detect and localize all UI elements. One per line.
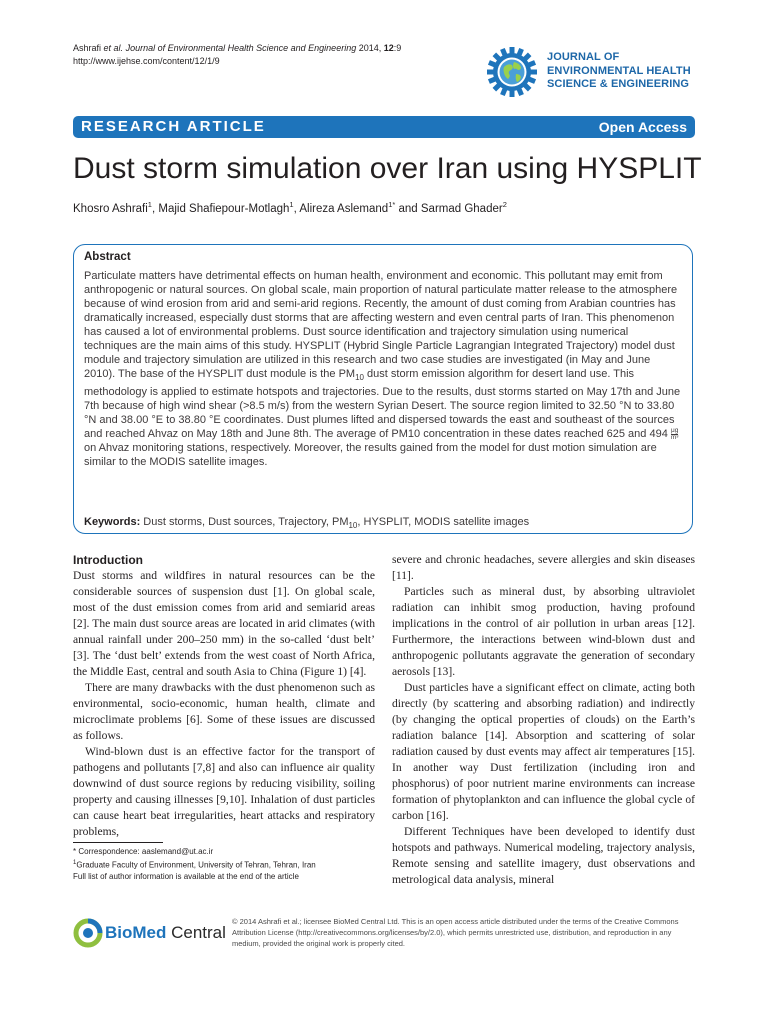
gear-globe-icon (485, 45, 539, 99)
gear-tooth (510, 90, 515, 97)
body-paragraph: Dust particles have a significant effect on climate, acting both directly (by scattering and absorbing radiation) and indirectly (by changing the optical properties of clouds) on the Earth’s radiation balance [14]. Absorption and scattering of solar radiation caused by dust events may affect air temperatures [15]. In another way Dust fertilization (including iron and phosphorus) of poor nutrient marine environments can increase formation of phytoplankton and can influence the global cycle of carbon [16]. (392, 681, 695, 822)
citation-journal: Journal of Environmental Health Science and Engineering (125, 43, 357, 53)
correspondence-note: * Correspondence: aaslemand@ut.ac.ir (73, 847, 214, 856)
pm-subscript: 10 (355, 373, 364, 383)
biomed-wordmark (105, 923, 226, 943)
article-type-label: RESEARCH ARTICLE (81, 118, 266, 135)
citation-volume: 12 (383, 43, 394, 53)
body-paragraph: severe and chronic headaches, severe allergies and skin diseases [11]. (392, 553, 695, 582)
unit-denominator: m³ (670, 433, 679, 441)
abstract-text-part: on Ahvaz monitoring stations, respectively. Moreover, the results gained from the model for dust motion simulation are similar to the MODIS satellite images. (84, 442, 657, 469)
citation-etal: et al. (103, 43, 124, 53)
author-affiliation-sup: 1* (388, 200, 396, 209)
affiliation-note (73, 858, 383, 871)
citation-line (73, 42, 493, 55)
author-name: Sarmad Ghader (420, 202, 503, 215)
author-separator: , (293, 202, 300, 215)
section-heading-introduction: Introduction (73, 553, 143, 567)
journal-name-line: SCIENCE & ENGINEERING (547, 78, 690, 90)
unit-numerator: μg (671, 426, 679, 434)
biomed-swoosh-icon (73, 918, 103, 948)
gear-tooth (487, 70, 494, 75)
body-column-left (73, 552, 375, 840)
body-column-right (392, 552, 695, 888)
keywords-text: , HYSPLIT, MODIS satellite images (357, 516, 530, 528)
affiliation-sup: 1 (73, 859, 77, 866)
body-paragraph: Wind-blown dust is an effective factor for the transport of pathogens and pollutants [7,8] and also can influence air quality downwind of dust source regions by reducing visibility, soiling property and causing illnesses [9,10]. Inhalation of dust particles can cause heart beat irregularities, heart attacks and respiratory problems, (73, 745, 375, 838)
body-paragraph: Dust storms and wildfires in natural resources can be the considerable sources of suspension dust [1]. On global scale, most of the dust emission comes from arid and semiarid areas [2]. The main dust source areas are located in arid climates (with annual rainfall under 200–250 mm) in the so-called ‘dust belt’ [3]. The ‘dust belt’ extends from the west coast of North Africa, the Middle East, central and south Asia to China (Figure 1) [4]. (73, 569, 375, 678)
abstract-text (84, 269, 684, 469)
copyright-notice: © 2014 Ashrafi et al.; licensee BioMed Central Ltd. This is an open access article distributed under the terms of the Creative Commons Attribution License (http://creativecommons.org/licenses/by/2.0), which permits unrestricted use, distribution, and reproduction in any medium, provided the original work is properly cited. (232, 917, 679, 948)
journal-name-line: ENVIRONMENTAL HEALTH (547, 64, 691, 77)
journal-name (547, 51, 691, 92)
keywords-text: Dust storms, Dust sources, Trajectory, PM (140, 516, 349, 528)
author-separator: and (395, 202, 421, 215)
body-paragraph: There are many drawbacks with the dust phenomenon such as environmental, socio-economic, human health, climate and microclimate problems [6]. Some of these issues are discussed as follows. (73, 681, 375, 742)
author-separator: , (151, 202, 159, 215)
body-paragraph: Particles such as mineral dust, by absorbing ultraviolet radiation can inhibit smog production, having profound implications in the control of air pollution in urban areas [12]. Furthermore, the interactions between wind-blown dust and anthropogenic pollutants aggravate the generation of secondary aerosols [13]. (392, 585, 695, 678)
author-affiliation-sup: 2 (502, 200, 507, 209)
author-affiliation-sup: 1 (147, 200, 152, 209)
open-access-label: Open Access (598, 119, 687, 135)
keywords (84, 515, 684, 533)
author-info-note: Full list of author information is available at the end of the article (73, 871, 299, 881)
footnote-divider (73, 842, 163, 843)
author-list (73, 197, 507, 217)
citation-header (73, 42, 493, 68)
author-name: Majid Shafiepour-Motlagh (158, 202, 290, 215)
journal-logo (485, 45, 715, 103)
author-name: Alireza Aslemand (299, 202, 389, 215)
affiliation-text: Graduate Faculty of Environment, University of Tehran, Tehran, Iran (76, 860, 316, 870)
biomed-wordmark-bold: BioMed (105, 923, 167, 942)
author-affiliation-sup: 1 (289, 200, 294, 209)
keywords-label: Keywords: (84, 516, 141, 528)
biomed-central-logo (73, 916, 226, 950)
gear-tooth (530, 70, 537, 75)
footnotes (73, 846, 383, 882)
journal-name-line: JOURNAL OF (547, 51, 620, 63)
author-name: Khosro Ashrafi (73, 202, 148, 215)
abstract-heading: Abstract (84, 251, 131, 263)
concentration-unit (671, 428, 679, 441)
pm-subscript: 10 (348, 521, 358, 531)
abstract-text-part: Particulate matters have detrimental effects on human health, environment and economic. This pollutant may emit from anthropogenic or natural sources. On global scale, main proportion of natural particulate matter release to the atmosphere because of wind erosion from arid and semi-arid regions. Recently, the amount of dust coming from Arabian countries has dramatically increased, especially dust storms that are affecting western and even central parts of Iran. This phenomenon has caused a lot of environmental problems. Dust source identification and trajectory simulation using numerical techniques are the main aims of this study. HYSPLIT (Hybrid Single Particle Lagrangian Integrated Trajectory) model dust module and trajectory simulation are utilized in this research and two case studies are investigated (in May and June 2010). The base of the HYSPLIT dust module is the PM (84, 270, 678, 380)
citation-year: 2014, (358, 43, 382, 53)
citation-authors: Ashrafi (73, 43, 102, 53)
article-url-link[interactable]: http://www.ijehse.com/content/12/1/9 (73, 56, 220, 66)
abstract-text-part: dust storm emission algorithm for desert land use. This methodology is applied to estimate hotspots and trajectories. Due to the results, dust storms started on May 17th and June 7th because of high wind shear (>8.5 m/s) from the western Syrian Desert. The source region limited to 32.50 °N to 33.80 °N and 38.00 °E to 38.80 °E coordinates. Dust plumes lifted and dispersed towards the east and southeast of the sources and reached Ahvaz on May 18th and June 8th. The average of PM10 concentration in these dates reached 625 and 494 (84, 368, 681, 441)
abstract-box (73, 244, 693, 534)
body-paragraph: Different Techniques have been developed to identify dust hotspots and pathways. Numerical modeling, trajectory analysis, Remote sensing and satellite imagery, dust observations and metrological data analysis, mineral (392, 825, 695, 886)
article-title: Dust storm simulation over Iran using HYSPLIT (73, 152, 702, 185)
article-type-bar (73, 116, 695, 138)
gear-tooth (510, 47, 515, 54)
biomed-wordmark-light: Central (166, 923, 226, 942)
citation-issue: :9 (393, 43, 402, 53)
